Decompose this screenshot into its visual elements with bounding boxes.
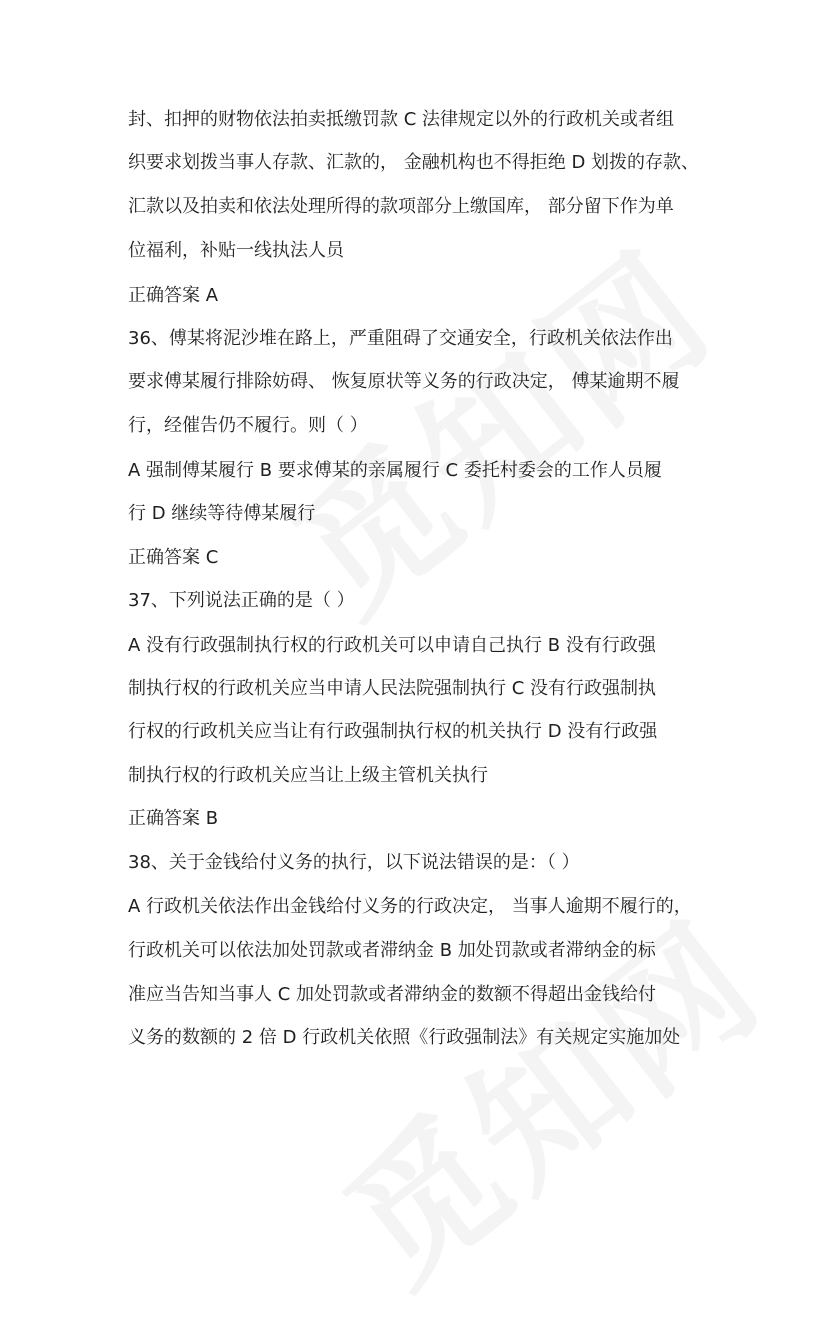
options-line: 义务的数额的 2 倍 D 行政机关依照《行政强制法》有关规定实施加处 xyxy=(128,1027,681,1048)
options-line: A 没有行政强制执行权的行政机关可以申请自己执行 B 没有行政强 xyxy=(128,635,656,656)
paragraph-line: 位福利，补贴一线执法人员 xyxy=(128,240,344,261)
options-line: 制执行权的行政机关应当申请人民法院强制执行 C 没有行政强制执 xyxy=(128,678,657,699)
answer-line: 正确答案 A xyxy=(128,285,219,306)
options-line: 制执行权的行政机关应当让上级主管机关执行 xyxy=(128,765,488,786)
question-line: 38、关于金钱给付义务的执行，以下说法错误的是：（ ） xyxy=(128,852,580,873)
options-line: 行 D 继续等待傅某履行 xyxy=(128,503,316,524)
question-line: 行，经催告仍不履行。则（ ） xyxy=(128,415,368,436)
question-line: 37、下列说法正确的是（ ） xyxy=(128,590,355,611)
options-line: A 行政机关依法作出金钱给付义务的行政决定， 当事人逾期不履行的， xyxy=(128,896,692,917)
options-line: A 强制傅某履行 B 要求傅某的亲属履行 C 委托村委会的工作人员履 xyxy=(128,460,662,481)
answer-line: 正确答案 C xyxy=(128,547,219,568)
question-line: 36、傅某将泥沙堆在路上，严重阻碍了交通安全，行政机关依法作出 xyxy=(128,328,673,349)
paragraph-line: 封、扣押的财物依法拍卖抵缴罚款 C 法律规定以外的行政机关或者组 xyxy=(128,109,675,130)
options-line: 行政机关可以依法加处罚款或者滞纳金 B 加处罚款或者滞纳金的标 xyxy=(128,940,656,961)
paragraph-line: 汇款以及拍卖和依法处理所得的款项部分上缴国库， 部分留下作为单 xyxy=(128,196,674,217)
options-line: 行权的行政机关应当让有行政强制执行权的机关执行 D 没有行政强 xyxy=(128,721,658,742)
paragraph-line: 织要求划拨当事人存款、汇款的， 金融机构也不得拒绝 D 划拨的存款、 xyxy=(128,152,700,173)
options-line: 准应当告知当事人 C 加处罚款或者滞纳金的数额不得超出金钱给付 xyxy=(128,984,657,1005)
question-line: 要求傅某履行排除妨碍、 恢复原状等义务的行政决定， 傅某逾期不履 xyxy=(128,371,680,392)
answer-line: 正确答案 B xyxy=(128,808,219,829)
